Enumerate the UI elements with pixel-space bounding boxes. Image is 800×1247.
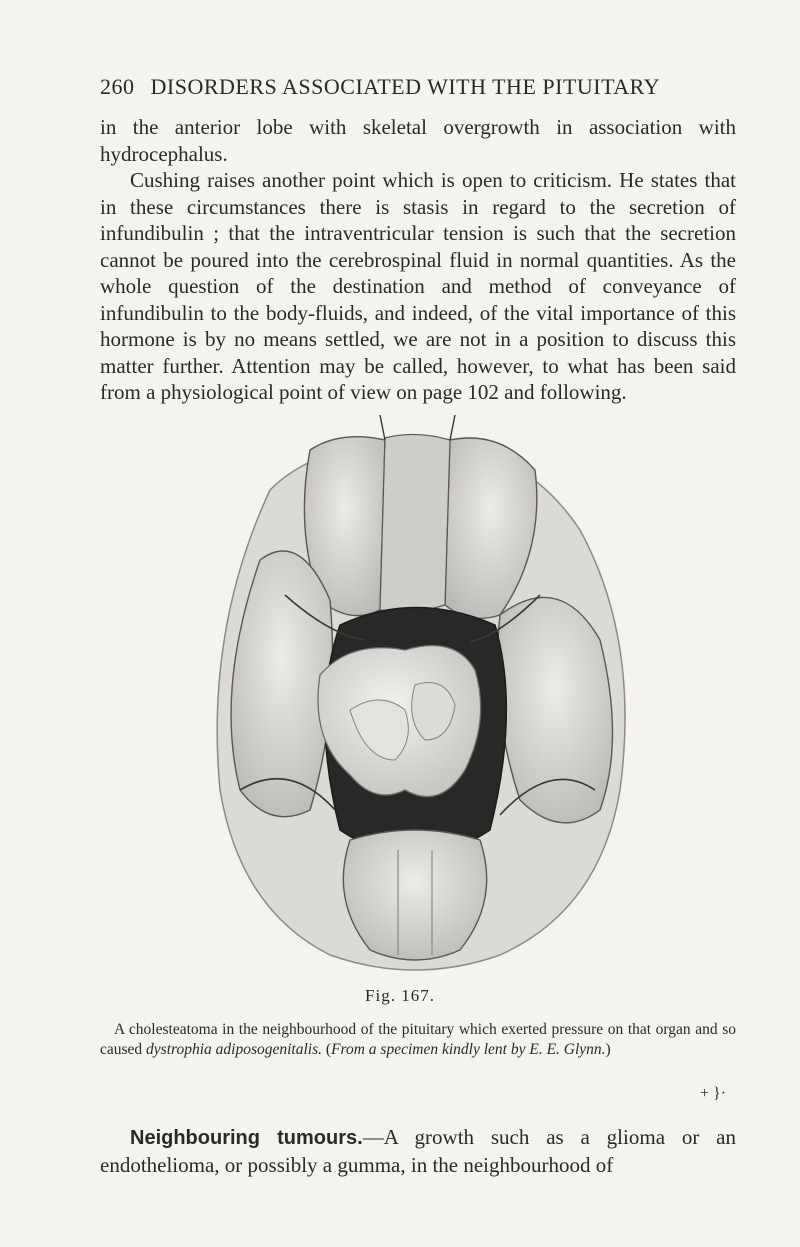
closing-text: —A growth such as a glioma or an endothelioma, or possibly a gumma, in the neighbourhood of [100, 1125, 736, 1177]
brain-base-drawing [200, 410, 630, 975]
caption-credit: From a specimen kindly lent by E. E. Glynn. [331, 1041, 606, 1058]
section-heading: Neighbouring tumours. [130, 1127, 363, 1149]
figure-label: Fig. 167. [365, 986, 435, 1005]
caption-paren-open: ( [322, 1041, 332, 1058]
figure-illustration [200, 410, 630, 975]
running-header [100, 74, 740, 100]
caption-italic-term: dystrophia adiposogenitalis. [146, 1041, 323, 1058]
paragraph-1: in the anterior lobe with skeletal overgrowth in association with hydrocephalus. [100, 115, 736, 166]
running-title: DISORDERS ASSOCIATED WITH THE PITUITARY [150, 74, 661, 99]
paragraph-2: Cushing raises another point which is open to criticism. He states that in these circumstances there is stasis in regard to the secretion of infundibulin ; that the intraventricular tension is such that the secretion cannot be poured into the cerebrospinal fluid in normal quantities. As the whole question of the destination and method of conveyance of infundibulin to the body-fluids, and indeed, of the vital importance of this hormone is by no means settled, we are not in a position to discuss this matter further. Attention may be called, however, to what has been said from a physiological point of view on page 102 and following. [100, 168, 736, 404]
closing-paragraph [100, 1124, 736, 1178]
caption-lead: A cholesteatoma in the neighbourhood of the pituitary which exerted pressure on that organ and so caused [100, 1021, 736, 1058]
figure-caption [100, 1020, 736, 1060]
body-text [100, 114, 736, 406]
marginal-mark: + }· [700, 1085, 727, 1102]
caption-paren-close: ) [605, 1041, 611, 1058]
page-number: 260 [100, 74, 135, 99]
